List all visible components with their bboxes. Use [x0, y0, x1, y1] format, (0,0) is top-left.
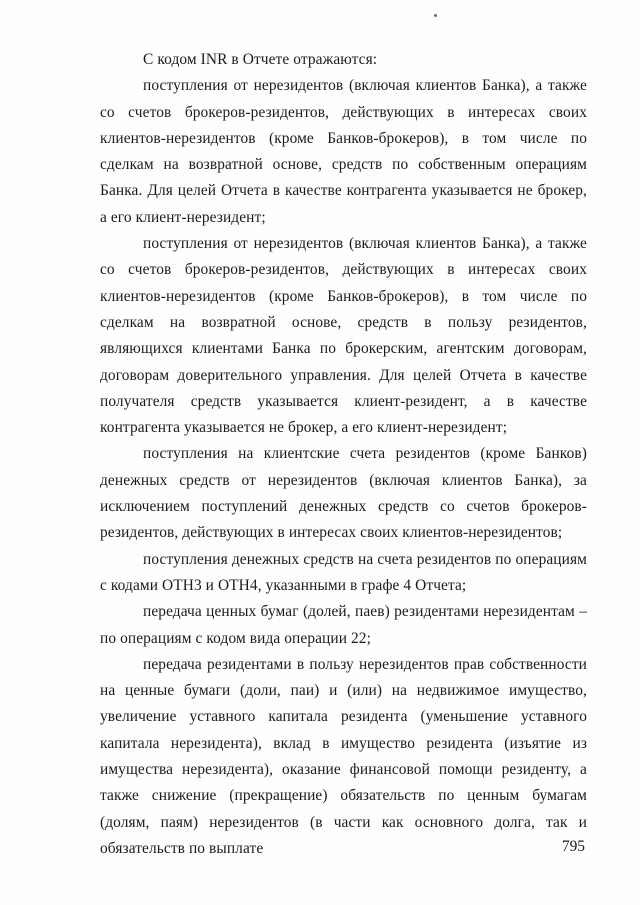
page-body-text [100, 47, 587, 862]
paragraph: передача ценных бумаг (долей, паев) резидентами нерезидентам – по операциям с кодом вида операции 22; [100, 603, 587, 647]
paragraph: передача резидентами в пользу нерезидентов прав собственности на ценные бумаги (доли, паи) и (или) на недвижимое имущество, увеличение уставного капитала резидента (уменьшение уставного капитала нерезидента), вклад в имущество резидента (изъятие из имущества нерезидента), оказание финансовой помощи резиденту, а также снижение (прекращение) обязательств по ценным бумагам (долям, паям) нерезидентов (в части как основного долга, так и обязательств по выплате [100, 655, 587, 857]
page-number: 795 [561, 838, 585, 855]
paragraph: поступления на клиентские счета резидентов (кроме Банков) денежных средств от нерезидентов (включая клиентов Банка), за исключением поступлений денежных средств со счетов брокеров-резидентов, действующих в интересах своих клиентов-нерезидентов; [100, 445, 587, 542]
paragraph: поступления денежных средств на счета резидентов по операциям с кодами ОТН3 и ОТН4, указанными в графе 4 Отчета; [100, 550, 587, 594]
paragraph: поступления от нерезидентов (включая клиентов Банка), а также со счетов брокеров-резидентов, действующих в интересах своих клиентов-нерезидентов (кроме Банков-брокеров), в том числе по сделкам на возвратной основе, средств в пользу резидентов, являющихся клиентами Банка по брокерским, агентским договорам, договорам доверительного управления. Для целей Отчета в качестве получателя средств указывается клиент-резидент, а в качестве контрагента указывается не брокер, а его клиент-нерезидент; [100, 235, 587, 437]
paragraph: поступления от нерезидентов (включая клиентов Банка), а также со счетов брокеров-резидентов, действующих в интересах своих клиентов-нерезидентов (кроме Банков-брокеров), в том числе по сделкам на возвратной основе, средств по собственным операциям Банка. Для целей Отчета в качестве контрагента указывается не брокер, а его клиент-нерезидент; [100, 77, 587, 226]
paragraph: С кодом INR в Отчете отражаются: [143, 51, 378, 68]
scan-artifact-dot [434, 14, 437, 17]
